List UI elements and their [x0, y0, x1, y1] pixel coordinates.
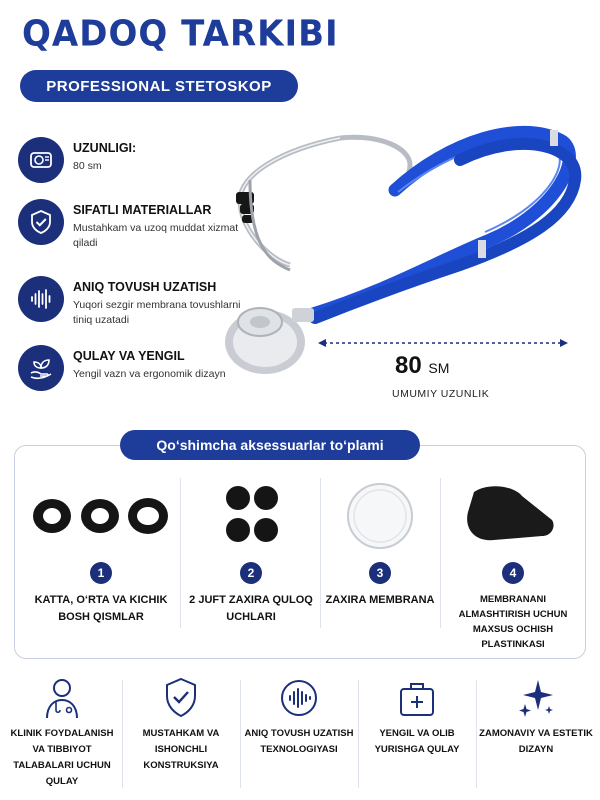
item-label: KATTA, O‘RTA VA KICHIK BOSH QISMLAR: [34, 594, 168, 623]
shield-check-icon: [161, 676, 201, 720]
bottom-feature-label: ANIQ TOVUSH UZATISH TEXNOLOGIYASI: [244, 728, 354, 755]
bottom-features: [0, 670, 600, 800]
feature-desc: Yuqori sezgir membrana tovushlarni tiniq uzatadi: [73, 299, 241, 326]
bottom-feature-label: YENGIL VA OLIB YURISHGA QULAY: [374, 728, 460, 755]
dimension-arrow: [318, 337, 568, 349]
subtitle-pill: PROFESSIONAL STETOSKOP: [20, 70, 298, 102]
feature-desc: Mustahkam va uzoq muddat xizmat qiladi: [73, 222, 239, 249]
accessories-title: Qo‘shimcha aksessuarlar to‘plami: [120, 430, 420, 460]
sound-wave-icon: [279, 676, 319, 720]
ear-tips-image: [182, 480, 320, 550]
bell-rings-image: [32, 480, 170, 550]
bottom-feature-label: MUSTAHKAM VA ISHONCHLI KONSTRUKSIYA: [142, 728, 220, 771]
bottom-feature: [4, 670, 120, 795]
feature-title: UZUNLIGI:: [73, 141, 137, 155]
feature-title: SIFATLI MATERIALLAR: [73, 203, 212, 217]
bottom-feature-label: KLINIK FOYDALANISH VA TIBBIYOT TALABALARI UCHUN QULAY: [10, 728, 114, 787]
item-label: ZAXIRA MEMBRANA: [325, 594, 435, 606]
feature-desc: 80 sm: [73, 160, 102, 172]
accessory-item: [444, 480, 582, 650]
divider: [180, 478, 181, 628]
leaf-hand-icon: [18, 345, 64, 391]
feature-desc: Yengil vazn va ergonomik dizayn: [73, 368, 226, 380]
item-number: 1: [90, 562, 112, 584]
stethoscope-image: [220, 120, 590, 390]
item-label: MEMBRANANI ALMASHTIRISH UCHUN MAXSUS OCHISH PLASTINKASI: [458, 594, 568, 650]
tape-measure-icon: [18, 137, 64, 183]
bottom-feature: [241, 670, 357, 795]
feature-title: ANIQ TOVUSH UZATISH: [73, 280, 217, 294]
sparkles-icon: [516, 676, 556, 720]
sound-wave-icon: [18, 276, 64, 322]
bottom-feature-label: ZAMONAVIY VA ESTETIK DIZAYN: [479, 728, 593, 755]
bottom-feature: [478, 670, 594, 795]
doctor-icon: [42, 676, 82, 720]
membrane-image: [311, 480, 449, 550]
accessory-item: [182, 480, 320, 650]
shield-check-icon: [18, 199, 64, 245]
dimension-caption: UMUMIY UZUNLIK: [392, 388, 490, 400]
item-number: 3: [369, 562, 391, 584]
item-label: 2 JUFT ZAXIRA QULOQ UCHLARI: [189, 594, 313, 623]
accessory-item: [32, 480, 170, 650]
bottom-feature: [123, 670, 239, 795]
opening-plate-image: [444, 480, 582, 550]
item-number: 4: [502, 562, 524, 584]
medical-bag-icon: [397, 676, 437, 720]
accessory-item: [311, 480, 449, 650]
item-number: 2: [240, 562, 262, 584]
feature-title: QULAY VA YENGIL: [73, 349, 185, 363]
bottom-feature: [359, 670, 475, 795]
page-title: QADOQ TARKIBI: [22, 13, 339, 55]
dimension-value: 80 SM: [395, 352, 450, 379]
